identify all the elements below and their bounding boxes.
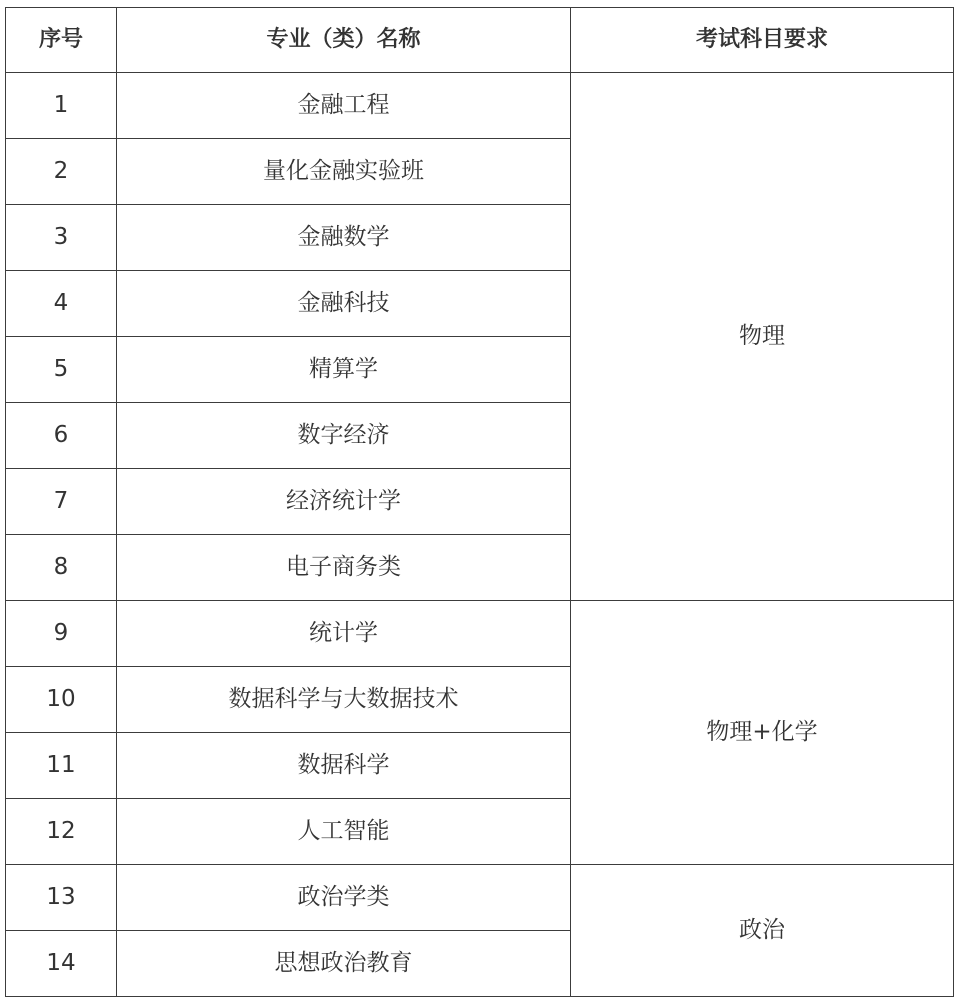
row-index: 7 <box>6 469 117 535</box>
header-subject: 考试科目要求 <box>571 8 954 73</box>
row-major: 电子商务类 <box>117 535 571 601</box>
subject-group-politics: 政治 <box>571 865 954 997</box>
row-index: 2 <box>6 139 117 205</box>
row-major: 数据科学与大数据技术 <box>117 667 571 733</box>
row-major: 量化金融实验班 <box>117 139 571 205</box>
row-major: 精算学 <box>117 337 571 403</box>
row-index: 8 <box>6 535 117 601</box>
row-index: 1 <box>6 73 117 139</box>
row-index: 6 <box>6 403 117 469</box>
row-index: 4 <box>6 271 117 337</box>
row-index: 13 <box>6 865 117 931</box>
table-row <box>6 601 954 667</box>
row-major: 数字经济 <box>117 403 571 469</box>
row-index: 3 <box>6 205 117 271</box>
subject-group-physics-chemistry: 物理+化学 <box>571 601 954 865</box>
row-major: 数据科学 <box>117 733 571 799</box>
header-major: 专业（类）名称 <box>117 8 571 73</box>
subject-group-physics: 物理 <box>571 73 954 601</box>
row-index: 11 <box>6 733 117 799</box>
row-major: 统计学 <box>117 601 571 667</box>
row-major: 金融工程 <box>117 73 571 139</box>
row-major: 人工智能 <box>117 799 571 865</box>
row-index: 9 <box>6 601 117 667</box>
row-major: 思想政治教育 <box>117 931 571 997</box>
table-row <box>6 73 954 139</box>
row-index: 10 <box>6 667 117 733</box>
table-header-row <box>6 8 954 73</box>
header-index: 序号 <box>6 8 117 73</box>
row-index: 5 <box>6 337 117 403</box>
row-major: 金融科技 <box>117 271 571 337</box>
row-index: 14 <box>6 931 117 997</box>
row-major: 政治学类 <box>117 865 571 931</box>
row-major: 经济统计学 <box>117 469 571 535</box>
row-index: 12 <box>6 799 117 865</box>
table-row <box>6 865 954 931</box>
row-major: 金融数学 <box>117 205 571 271</box>
majors-table <box>5 7 954 997</box>
